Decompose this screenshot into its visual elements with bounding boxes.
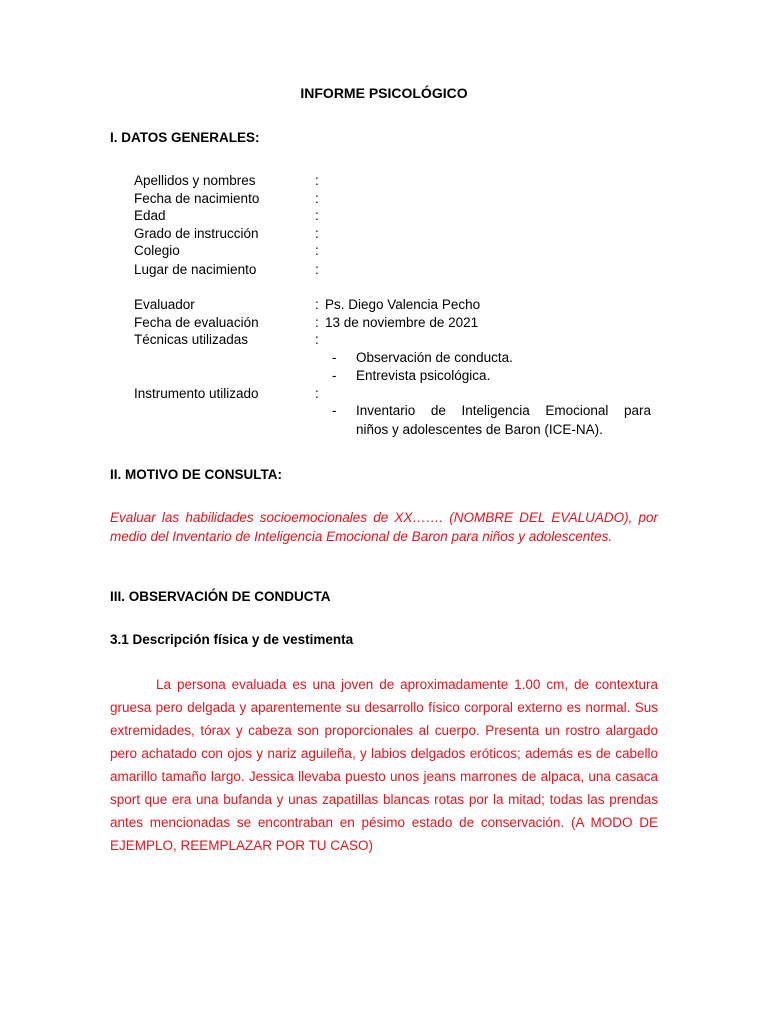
field-row-instrumento [0, 385, 768, 403]
field-colon: : [315, 243, 319, 258]
field-label: Lugar de nacimiento [134, 262, 257, 277]
subsection-descripcion-heading: 3.1 Descripción física y de vestimenta [110, 632, 354, 647]
field-value: Ps. Diego Valencia Pecho [325, 297, 481, 312]
field-colon: : [315, 208, 319, 223]
field-label: Evaluador [134, 297, 195, 312]
field-value: 13 de noviembre de 2021 [325, 315, 479, 330]
section-observacion-heading: III. OBSERVACIÓN DE CONDUCTA [110, 589, 331, 604]
field-row-tecnicas [0, 331, 768, 349]
field-row-grado-instruccion [0, 225, 768, 243]
field-label: Apellidos y nombres [134, 173, 256, 188]
descripcion-paragraph: La persona evaluada es una joven de aproximadamente 1.00 cm, de contextura gruesa pero delgada y aparentemente su desarrollo físico corporal externo es normal. Sus extremidades, tórax y cabeza son proporcionales al cuerpo. Presenta un rostro alargado pero achatado con ojos y nariz aguileña, y labios delgados eróticos; además es de cabello amarillo tamaño largo. Jessica llevaba puesto unos jeans marrones de alpaca, una casaca sport que era una bufanda y unas zapatillas blancas rotas por la mitad; todas las prendas antes mencionadas se encontraban en pésimo estado de conservación. (A MODO DE EJEMPLO, REEMPLAZAR POR TU CASO) [110, 677, 658, 853]
bullet-dash: - [332, 350, 337, 365]
field-colon: : [315, 173, 319, 188]
field-colon: : [315, 386, 319, 401]
field-label: Instrumento utilizado [134, 386, 259, 401]
field-row-fecha-evaluacion [0, 314, 768, 332]
field-colon: : [315, 297, 319, 312]
field-label: Fecha de evaluación [134, 315, 259, 330]
field-label: Fecha de nacimiento [134, 191, 260, 206]
document-title: INFORME PSICOLÓGICO [300, 85, 468, 101]
field-label: Grado de instrucción [134, 226, 259, 241]
field-colon: : [315, 315, 319, 330]
section-datos-generales-heading: I. DATOS GENERALES: [110, 130, 260, 145]
field-row-fecha-nacimiento [0, 190, 768, 208]
field-label: Técnicas utilizadas [134, 332, 249, 347]
section-motivo-heading: II. MOTIVO DE CONSULTA: [110, 467, 282, 482]
field-row-evaluador [0, 296, 768, 314]
field-colon: : [315, 226, 319, 241]
motivo-consulta-text: Evaluar las habilidades socioemocionales de XX……. (NOMBRE DEL EVALUADO), por medio del Inventario de Inteligencia Emocional de Baron para niños y adolescentes. [110, 510, 658, 544]
bullet-text: Observación de conducta. [356, 350, 513, 365]
bullet-dash: - [332, 403, 337, 418]
field-colon: : [315, 191, 319, 206]
field-colon: : [315, 332, 319, 347]
field-row-colegio [0, 242, 768, 260]
field-row-lugar-nacimiento [0, 261, 768, 279]
field-row-apellidos [0, 172, 768, 190]
bullet-dash: - [332, 368, 337, 383]
bullet-text-line1: Inventario de Inteligencia Emocional para [356, 403, 651, 418]
bullet-text-line2: niños y adolescentes de Baron (ICE-NA). [356, 422, 603, 437]
bullet-text: Entrevista psicológica. [356, 368, 491, 383]
field-row-edad [0, 207, 768, 225]
field-label: Colegio [134, 243, 180, 258]
field-colon: : [315, 262, 319, 277]
field-label: Edad [134, 208, 166, 223]
